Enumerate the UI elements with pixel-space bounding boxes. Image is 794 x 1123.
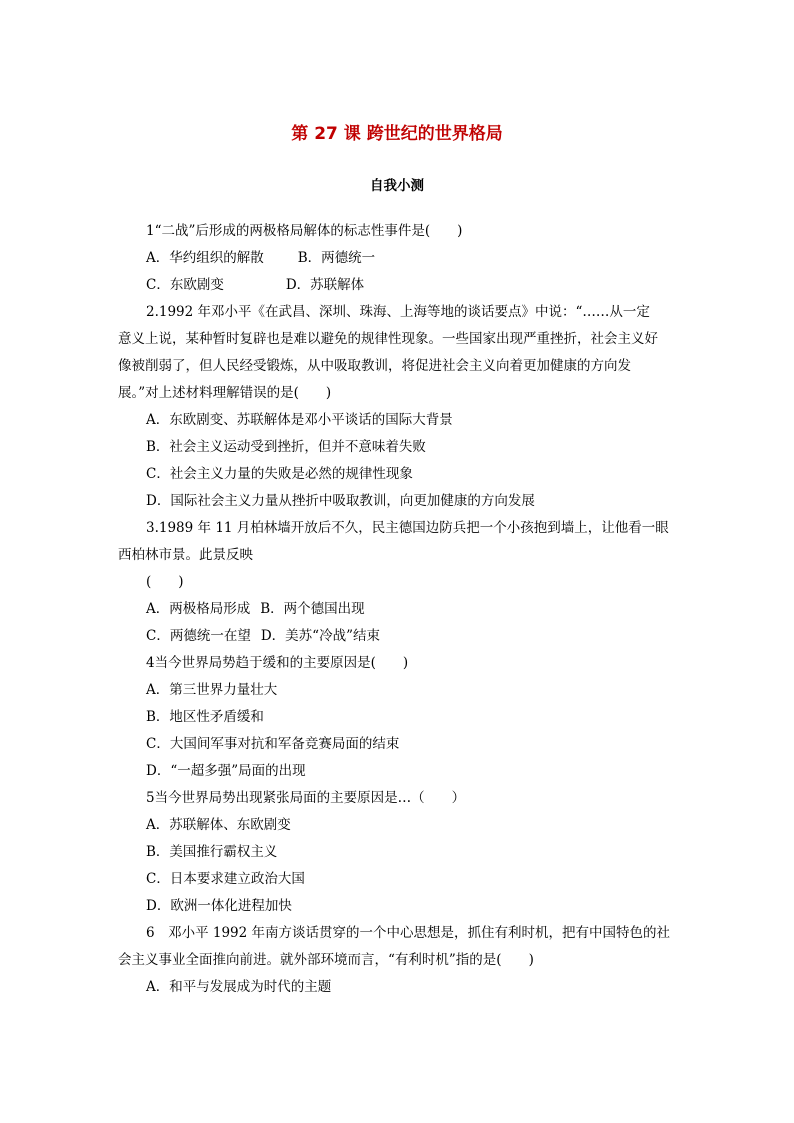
- question-4-option-c: C．大国间军事对抗和军备竞赛局面的结束: [146, 736, 400, 752]
- section-subtitle: 自我小测: [370, 178, 424, 194]
- question-5-stem: 5当今世界局势出现紧张局面的主要原因是…（ ）: [146, 790, 466, 806]
- question-2-option-d: D．国际社会主义力量从挫折中吸取教训，向更加健康的方向发展: [146, 493, 535, 509]
- question-2-stem-line-1: 2.1992 年邓小平《在武昌、深圳、珠海、上海等地的谈话要点》中说：“……从一定: [146, 304, 650, 320]
- question-1-stem: 1“二战”后形成的两极格局解体的标志性事件是( ): [146, 223, 463, 239]
- question-2-option-a: A．东欧剧变、苏联解体是邓小平谈话的国际大背景: [146, 412, 453, 428]
- question-1-options-row-1: [118, 245, 678, 272]
- option-d: D．苏联解体: [285, 277, 365, 293]
- question-2-option-b: B．社会主义运动受到挫折，但并不意味着失败: [146, 439, 426, 455]
- question-6-option-a: A．和平与发展成为时代的主题: [146, 979, 332, 995]
- question-2-stem-line-3: 像被削弱了，但人民经受锻炼，从中吸取教训，将促进社会主义向着更加健康的方向发: [118, 358, 631, 374]
- question-2-stem-line-2: 意义上说，某种暂时复辟也是难以避免的规律性现象。一些国家出现严重挫折，社会主义好: [118, 331, 658, 347]
- option-b: B．两个德国出现: [260, 601, 365, 617]
- question-3-stem-line-2: 西柏林市景。此景反映: [118, 547, 253, 563]
- question-3-answer-blank: ( ): [146, 574, 184, 590]
- question-4-option-b: B．地区性矛盾缓和: [146, 709, 264, 725]
- option-d: D．美苏“冷战”结束: [260, 628, 380, 644]
- question-4-stem: 4当今世界局势趋于缓和的主要原因是( ): [146, 655, 409, 671]
- question-list: [118, 218, 678, 1001]
- option-a: A．华约组织的解散: [146, 250, 264, 266]
- question-3-options-row-2: [118, 623, 678, 650]
- question-2-option-c: C．社会主义力量的失败是必然的规律性现象: [146, 466, 413, 482]
- option-b: B．两德统一: [297, 250, 376, 266]
- question-1-options-row-2: [118, 272, 678, 299]
- option-c: C．东欧剧变: [146, 277, 224, 293]
- question-5-option-b: B．美国推行霸权主义: [146, 844, 278, 860]
- option-c: C．两德统一在望: [146, 628, 251, 644]
- question-4-option-a: A．第三世界力量壮大: [146, 682, 278, 698]
- question-5-option-c: C．日本要求建立政治大国: [146, 871, 305, 887]
- question-2-stem-line-4: 展。”对上述材料理解错误的是( ): [118, 385, 332, 401]
- question-6-stem-line-1: 6 邓小平 1992 年南方谈话贯穿的一个中心思想是，抓住有利时机，把有中国特色的社: [146, 925, 671, 941]
- question-3-options-row-1: [118, 596, 678, 623]
- question-3-stem-line-1: 3.1989 年 11 月柏林墙开放后不久，民主德国边防兵把一个小孩抱到墙上，让他看一眼: [146, 520, 669, 536]
- question-5-option-a: A．苏联解体、东欧剧变: [146, 817, 291, 833]
- page-title: 第 27 课 跨世纪的世界格局: [291, 124, 503, 144]
- question-5-option-d: D．欧洲一体化进程加快: [146, 898, 292, 914]
- question-6-stem-line-2: 会主义事业全面推向前进。就外部环境而言，“有利时机”指的是( ): [118, 952, 534, 968]
- question-4-option-d: D．“一超多强”局面的出现: [146, 763, 306, 779]
- option-a: A．两极格局形成: [146, 601, 251, 617]
